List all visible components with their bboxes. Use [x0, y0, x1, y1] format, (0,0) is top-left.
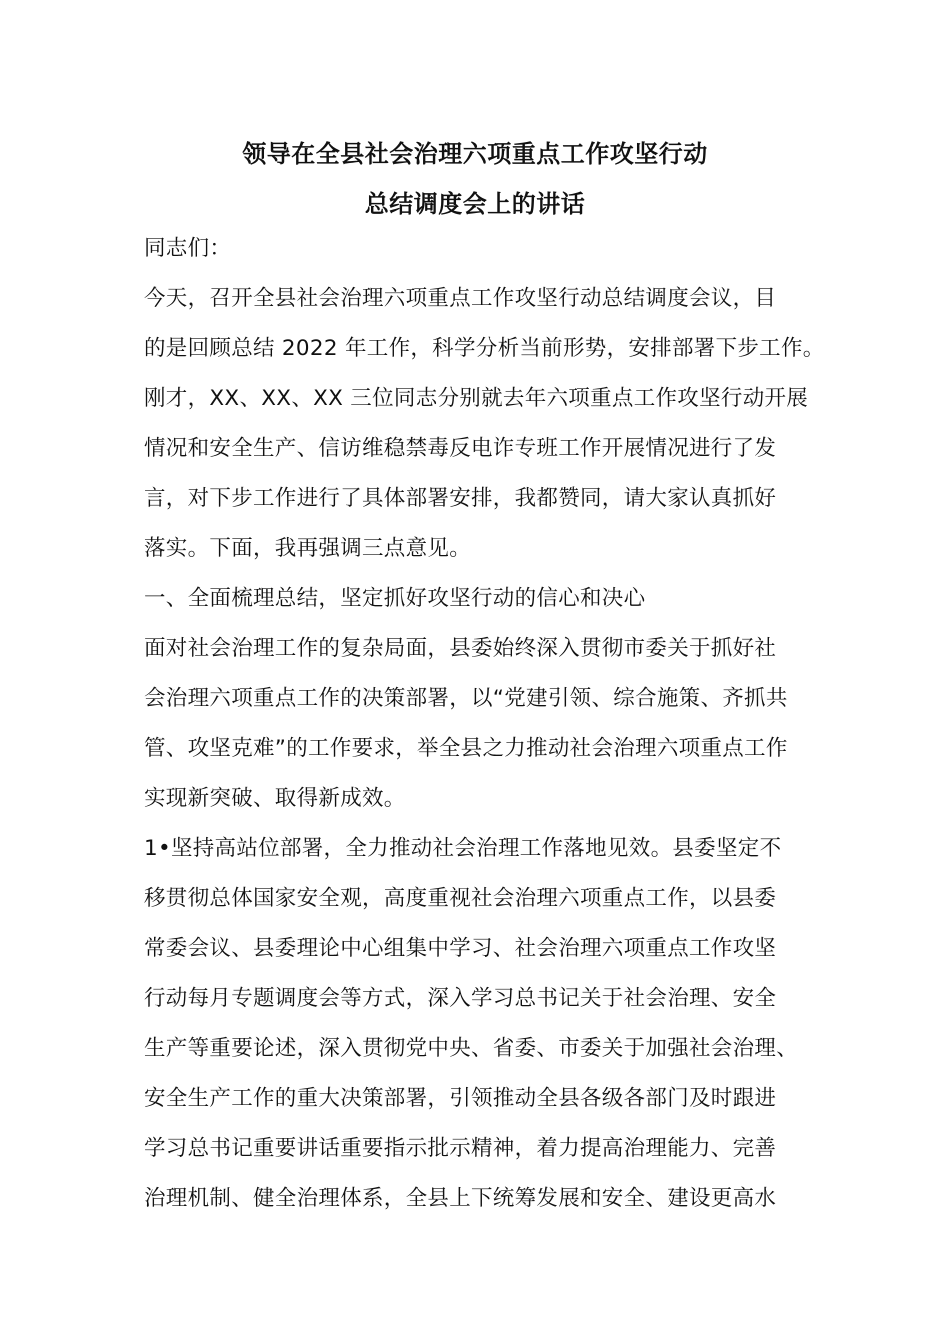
body-line: 刚才，XX、XX、XX 三位同志分别就去年六项重点工作攻坚行动开展	[144, 386, 809, 411]
document-title-line-1: 领导在全县社会治理六项重点工作攻坚行动	[242, 140, 708, 168]
body-line: 落实。下面，我再强调三点意见。	[144, 536, 472, 561]
document-title-line-2: 总结调度会上的讲话	[364, 190, 586, 218]
body-line: 的是回顾总结 2022 年工作，科学分析当前形势，安排部署下步工作。	[144, 336, 825, 361]
body-line: 实现新突破、取得新成效。	[144, 786, 406, 811]
body-line: 1•坚持高站位部署，全力推动社会治理工作落地见效。县委坚定不	[144, 836, 782, 861]
salutation: 同志们：	[144, 236, 232, 261]
body-line: 生产等重要论述，深入贯彻党中央、省委、市委关于加强社会治理、	[144, 1036, 799, 1061]
body-line: 安全生产工作的重大决策部署，引领推动全县各级各部门及时跟进	[144, 1086, 777, 1111]
body-line: 管、攻坚克难”的工作要求，举全县之力推动社会治理六项重点工作	[144, 736, 788, 761]
body-line: 移贯彻总体国家安全观，高度重视社会治理六项重点工作，以县委	[144, 886, 777, 911]
body-line: 情况和安全生产、信访维稳禁毒反电诈专班工作开展情况进行了发	[144, 436, 777, 461]
body-line: 面对社会治理工作的复杂局面，县委始终深入贯彻市委关于抓好社	[144, 636, 777, 661]
body-line: 言，对下步工作进行了具体部署安排，我都赞同，请大家认真抓好	[144, 486, 777, 511]
body-line: 治理机制、健全治理体系，全县上下统筹发展和安全、建设更高水	[144, 1186, 777, 1211]
body-line: 学习总书记重要讲话重要指示批示精神，着力提高治理能力、完善	[144, 1136, 777, 1161]
body-line: 会治理六项重点工作的决策部署，以“党建引领、综合施策、齐抓共	[144, 686, 788, 711]
body-line: 今天，召开全县社会治理六项重点工作攻坚行动总结调度会议，目	[144, 286, 777, 311]
section-heading: 一、全面梳理总结，坚定抓好攻坚行动的信心和决心	[144, 586, 646, 611]
body-line: 常委会议、县委理论中心组集中学习、社会治理六项重点工作攻坚	[144, 936, 777, 961]
body-line: 行动每月专题调度会等方式，深入学习总书记关于社会治理、安全	[144, 986, 777, 1011]
